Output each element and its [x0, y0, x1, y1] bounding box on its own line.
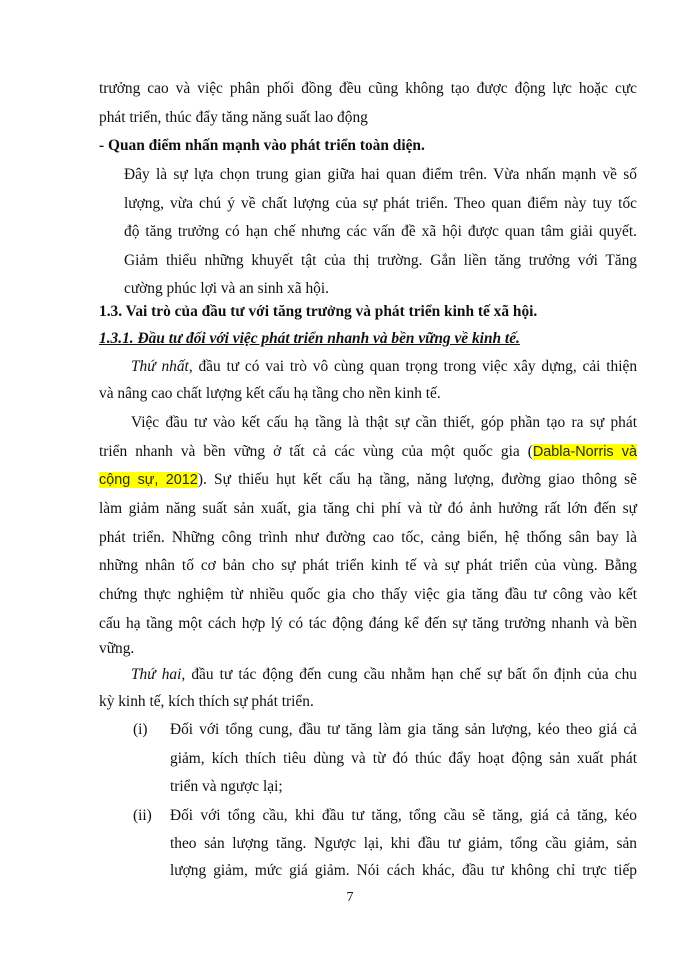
subsection-heading: 1.3.1. Đầu tư đối với việc phát triển nhanh và bền vững về kinh tế.	[99, 330, 520, 347]
list-item-line: triển và ngược lại;	[170, 778, 283, 795]
section-bullet-heading: - Quan điểm nhấn mạnh vào phát triển toàn diện.	[99, 137, 425, 154]
list-item-line: giảm, kích thích tiêu dùng và từ đó thúc đẩy hoạt động sản xuất phát	[170, 750, 637, 767]
list-marker: (ii)	[133, 807, 152, 824]
paragraph-line: và nâng cao chất lượng kết cấu hạ tầng cho nền kinh tế.	[99, 385, 441, 402]
paragraph-line: những nhân tố cơ bản cho sự phát triển kinh tế và sự phát triển của vùng. Bằng	[99, 557, 637, 574]
paragraph-line: chứng thực nghiệm từ nhiều quốc gia cho thấy việc gia tăng đầu tư công vào kết	[99, 586, 637, 603]
section-heading: 1.3. Vai trò của đầu tư với tăng trưởng và phát triển kinh tế xã hội.	[99, 303, 538, 320]
paragraph-line: phát triển. Những công trình như đường cao tốc, cảng biển, hệ thống sân bay là	[99, 529, 637, 546]
paragraph-line: cấu hạ tầng một cách hợp lý có tác động đáng kể đến sự tăng trưởng nhanh và bền	[99, 615, 637, 632]
paragraph-line: trưởng cao và việc phân phối đồng đều cũng không tạo được động lực hoặc cực	[99, 80, 637, 97]
paragraph-line: Thứ hai, đầu tư tác động đến cung cầu nhằm hạn chế sự bất ổn định của chu	[131, 666, 638, 683]
list-item-line: theo sản lượng tăng. Ngược lại, khi đầu tư giảm, tổng cầu giảm, sản	[170, 835, 637, 852]
emphasis-second: Thứ hai,	[131, 666, 186, 683]
emphasis-first: Thứ nhất	[131, 358, 189, 375]
paragraph-line: lượng, vừa chú ý về chất lượng của sự phát triển. Theo quan điểm này tuy tốc	[124, 195, 637, 212]
list-item-line: Đối với tổng cung, đầu tư tăng làm gia tăng sản lượng, kéo theo giá cả	[170, 721, 637, 738]
citation-highlight: cộng sự, 2012	[99, 472, 198, 488]
paragraph-line: vững.	[99, 640, 135, 657]
list-item-line: Đối với tổng cầu, khi đầu tư tăng, tổng cầu sẽ tăng, giá cả tăng, kéo	[170, 807, 637, 824]
paragraph-line: phát triển, thúc đẩy tăng năng suất lao động	[99, 109, 368, 126]
paragraph-line: Thứ nhất, đầu tư có vai trò vô cùng quan trọng trong việc xây dựng, cải thiện	[131, 358, 638, 375]
paragraph-line: triển nhanh và bền vững ở tất cả các vùng của một quốc gia (Dabla-Norris và	[99, 443, 637, 460]
paragraph-line: Giảm thiểu những khuyết tật của thị trường. Gắn liền tăng trưởng với Tăng	[124, 252, 637, 269]
paragraph-line: cộng sự, 2012). Sự thiếu hụt kết cấu hạ tầng, năng lượng, đường giao thông sẽ	[99, 471, 637, 488]
paragraph-line: làm giảm năng suất sản xuất, gia tăng chi phí và từ đó ảnh hưởng rất lớn đến sự	[99, 500, 637, 517]
list-marker: (i)	[133, 721, 148, 738]
paragraph-line: kỳ kinh tế, kích thích sự phát triển.	[99, 693, 314, 710]
paragraph-line: cường phúc lợi và an sinh xã hội.	[124, 280, 329, 297]
list-item-line: lượng giảm, mức giá giảm. Nói cách khác, đầu tư không chỉ trực tiếp	[170, 862, 637, 879]
page-number: 7	[346, 890, 354, 905]
paragraph-line: Việc đầu tư vào kết cấu hạ tầng là thật sự cần thiết, góp phần tạo ra sự phát	[131, 414, 637, 431]
paragraph-line: Đây là sự lựa chọn trung gian giữa hai quan điểm trên. Vừa nhấn mạnh về số	[124, 166, 637, 183]
citation-highlight: Dabla-Norris và	[532, 444, 637, 460]
paragraph-line: độ tăng trưởng có hạn chế nhưng các vấn đề xã hội được quan tâm giải quyết.	[124, 223, 637, 240]
